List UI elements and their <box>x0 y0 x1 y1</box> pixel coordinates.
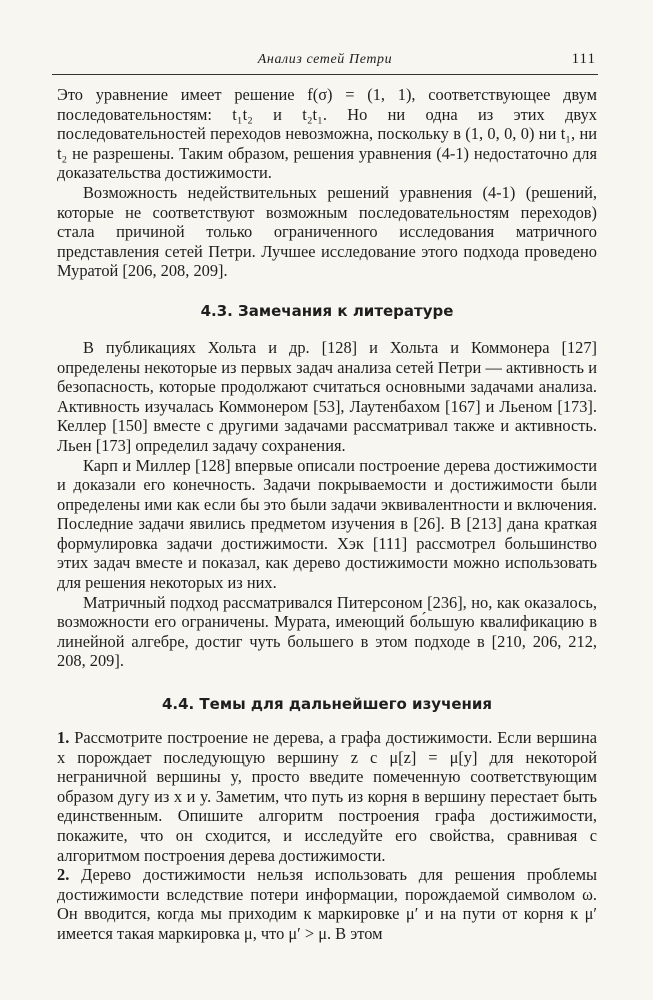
exercise-text-2: Дерево достижимости нельзя использовать для решения проблемы достижимости вследствие потери информации, порождаемой символом ω. Он вводится, когда мы приходим к маркировке μ′ и на пути от корня к μ′ имеется такая маркировка μ, что μ′ > μ. В этом <box>57 865 597 943</box>
exercise-item-2 <box>57 865 597 943</box>
exercise-number-2: 2. <box>57 865 70 885</box>
section-heading-4-3: 4.3. Замечания к литературе <box>200 301 454 320</box>
section-heading-4-4: 4.4. Темы для дальнейшего изучения <box>161 695 493 714</box>
exercise-text-1: Рассмотрите построение не дерева, а графа достижимости. Если вершина x порождает последующую вершину z с μ[z] = μ[y] для некоторой неграничной вершины y, просто введите помеченную соответствующим образом дугу из x и y. Заметим, что путь из корня в вершину перестает быть единственным. Опишите алгоритм построения графа достижимости, покажите, что он сходится, и исследуйте его свойства, сравнивая с алгоритмом построения дерева достижимости. <box>57 728 597 865</box>
running-title: Анализ сетей Петри <box>257 52 393 67</box>
page-header <box>52 44 598 75</box>
exercise-item-1 <box>57 728 597 865</box>
exercise-number-1: 1. <box>57 728 70 748</box>
page-number: 111 <box>571 51 596 67</box>
page-body <box>57 85 597 944</box>
paragraph-3: В публикациях Хольта и др. [128] и Хольта и Коммонера [127] определены некоторые из первых задач анализа сетей Петри — активность и безопасность, которые продолжают считаться основными задачами анализа. Активность изучалась Коммонером [53], Лаутенбахом [167] и Льеном [173]. Келлер [150] вместе с другими задачами рассматривал также и активность. Льен [173] определил задачу сохранения. <box>57 337 597 455</box>
paragraph-2: Возможность недействительных решений уравнения (4-1) (решений, которые не соответствуют возможным последовательностям переходов) стала причиной только ограниченного исследования матричного представления сетей Петри. Лучшее исследование этого подхода проведено Муратой [206, 208, 209]. <box>57 182 597 281</box>
paragraph-1: Это уравнение имеет решение f(σ) = (1, 1), соответствующее двум последовательностям: t₁t₂ и t₂t₁. Но ни одна из этих двух последовательностей переходов невозможна, поскольку в (1, 0, 0, 0) ни t₁, ни t₂ не разрешены. Таким образом, решения уравнения (4-1) недостаточно для доказательства достижимости. <box>57 85 597 183</box>
paragraph-5: Матричный подход рассматривался Питерсоном [236], но, как оказалось, возможности его ограничены. Мурата, имеющий бо́льшую квалификацию в линейной алгебре, достиг чуть большего в этом подходе в [210, 206, 212, 208, 209]. <box>57 592 597 671</box>
paragraph-4: Карп и Миллер [128] впервые описали построение дерева достижимости и доказали его конечность. Задачи покрываемости и достижимости были определены ими как если бы это были задачи эквивалентности и включения. Последние задачи явились предметом изучения в [26]. В [213] дана краткая формулировка задачи достижимости. Хэк [111] рассмотрел большинство этих задач вместе и показал, как дерево достижимости можно использовать для решения некоторых из них. <box>57 455 597 593</box>
